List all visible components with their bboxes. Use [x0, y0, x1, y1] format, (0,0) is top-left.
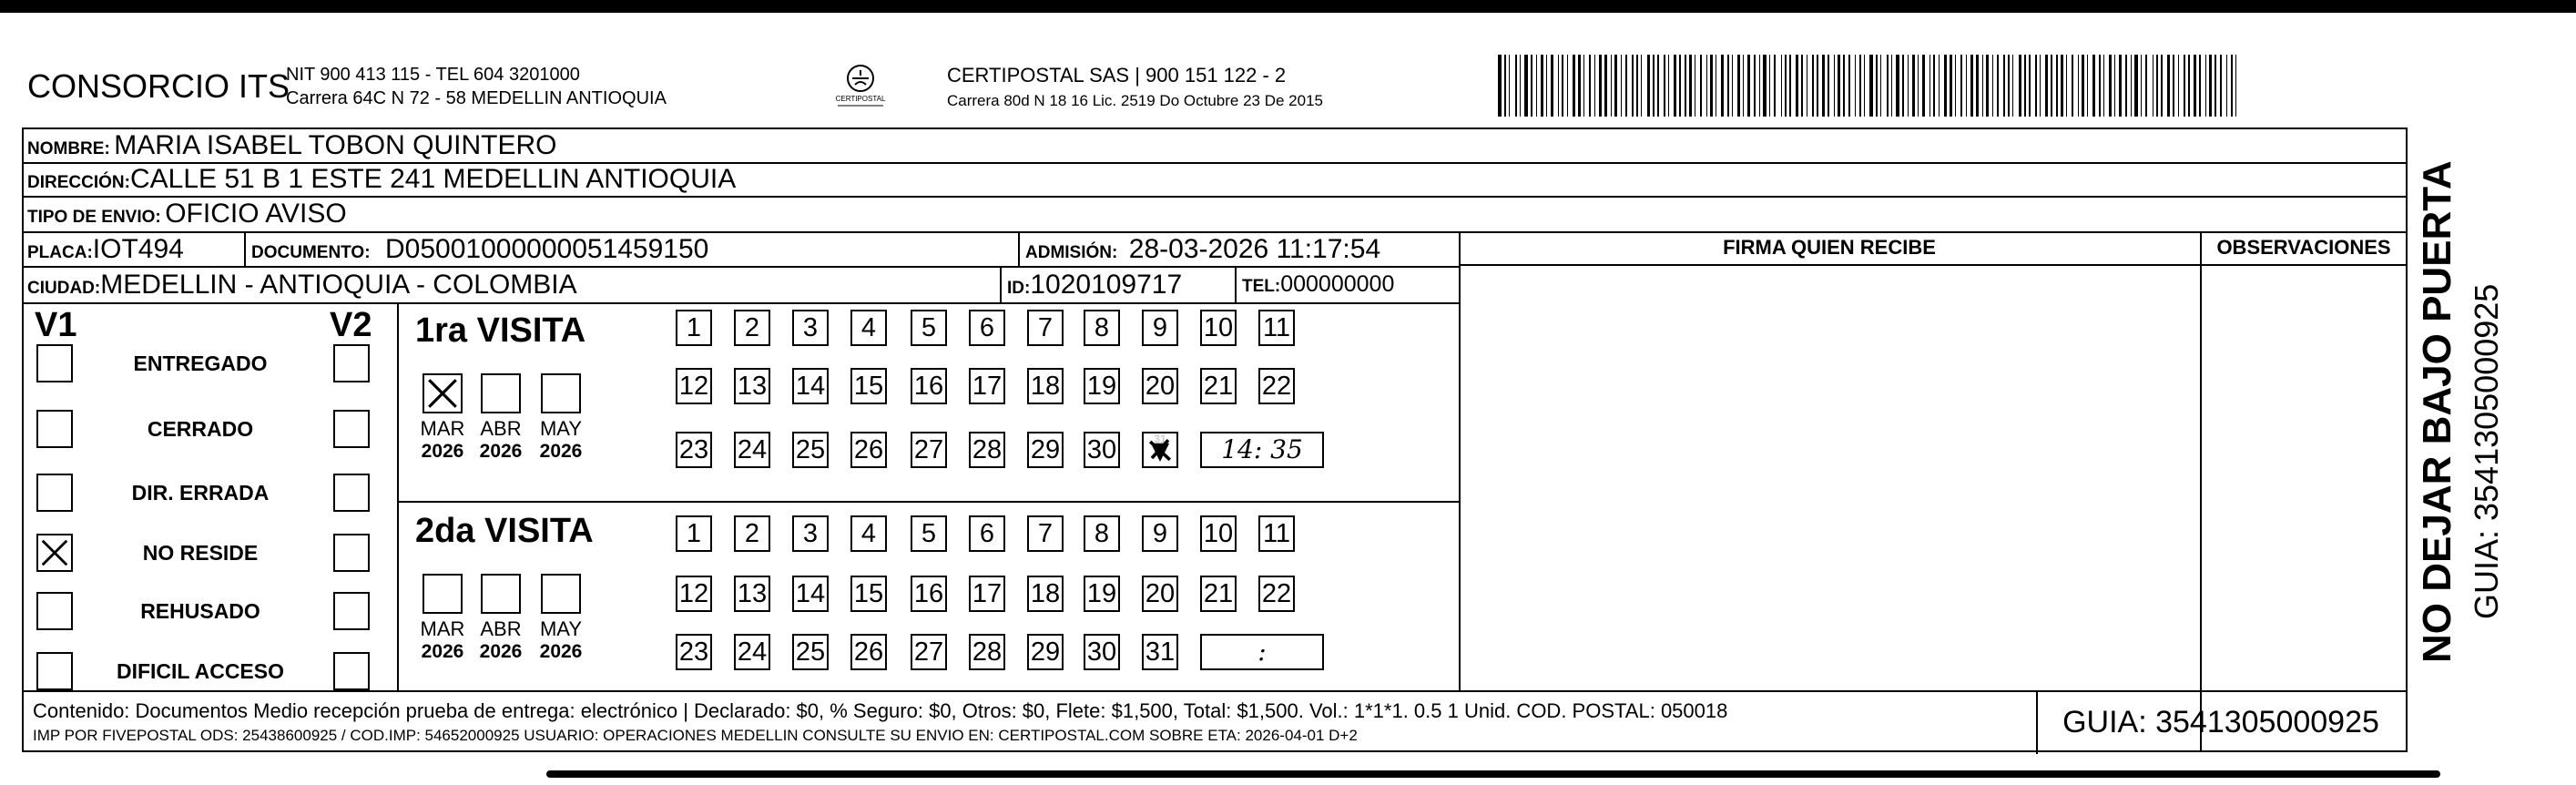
barcode-bar: [2029, 55, 2031, 117]
id-cell: [1007, 267, 1182, 302]
barcode-bar: [1982, 55, 1983, 117]
tel-value: 000000000: [1280, 271, 1395, 297]
barcode-bar: [2051, 55, 2052, 117]
barcode-bar: [2131, 55, 2132, 117]
barcode-bar: [1536, 55, 1537, 117]
carrier-license: Carrera 80d N 18 16 Lic. 2519 Do Octubre 23 De 2015: [947, 92, 1323, 109]
day-box[interactable]: 2: [734, 310, 770, 346]
day-box[interactable]: 11: [1258, 515, 1295, 552]
barcode-bar: [1674, 55, 1676, 117]
barcode-bar: [1743, 55, 1744, 117]
barcode-bar: [1732, 55, 1733, 117]
month-label: [473, 417, 528, 463]
day-box[interactable]: 22: [1258, 576, 1295, 612]
documento-value: D05001000000051459150: [385, 234, 709, 264]
barcode-bar: [1541, 55, 1543, 117]
barcode-bar: [2092, 55, 2095, 117]
day-box[interactable]: 17: [969, 368, 1005, 404]
barcode-bar: [2103, 55, 2104, 117]
day-box[interactable]: 19: [1084, 368, 1120, 404]
day-box[interactable]: 8: [1084, 310, 1120, 346]
barcode-bar: [1859, 55, 1861, 117]
day-box[interactable]: 29: [1027, 432, 1064, 468]
barcode-bar: [2194, 55, 2196, 117]
day-box[interactable]: 12: [676, 368, 712, 404]
barcode-bar: [1583, 55, 1584, 117]
barcode-bar: [1754, 55, 1756, 117]
day-box[interactable]: 20: [1142, 368, 1178, 404]
barcode-bar: [1578, 55, 1581, 117]
day-box[interactable]: 23: [676, 634, 712, 670]
admision-label: ADMISIÓN:: [1025, 243, 1118, 262]
barcode-bar: [1604, 55, 1607, 117]
barcode-bar: [1599, 55, 1602, 117]
barcode-bar: [1504, 55, 1506, 117]
day-box[interactable]: 27: [911, 432, 947, 468]
month-year: 2026: [539, 441, 583, 462]
status-v2-checkbox[interactable]: [333, 534, 370, 572]
barcode-bar: [1763, 55, 1767, 117]
day-box-marked[interactable]: [1142, 432, 1178, 468]
day-box[interactable]: 28: [969, 432, 1005, 468]
barcode-bar: [1912, 55, 1915, 117]
tel-cell: [1242, 267, 1394, 302]
day-box[interactable]: 18: [1027, 576, 1064, 612]
day-box[interactable]: 7: [1027, 310, 1064, 346]
day-box[interactable]: 30: [1084, 432, 1120, 468]
placa-value: IOT494: [92, 234, 184, 264]
id-value: 1020109717: [1030, 270, 1183, 300]
barcode-bar: [2184, 55, 2185, 117]
day-box[interactable]: 10: [1200, 515, 1237, 552]
day-box[interactable]: 13: [734, 576, 770, 612]
barcode-bar: [2019, 55, 2021, 117]
barcode-bar: [1843, 55, 1845, 117]
status-label: REHUSADO: [140, 599, 260, 623]
barcode-bar: [2156, 55, 2158, 117]
day-box[interactable]: 24: [734, 634, 770, 670]
barcode-bar: [1621, 55, 1622, 117]
nombre-value: MARIA ISABEL TOBON QUINTERO: [114, 130, 557, 160]
month-label: [415, 617, 470, 663]
barcode-bar: [1546, 55, 1547, 117]
month-label: [534, 617, 588, 663]
day-box[interactable]: 5: [911, 515, 947, 552]
month-name: MAY: [539, 417, 583, 440]
barcode-bar: [1918, 55, 1919, 117]
day-box[interactable]: 6: [969, 310, 1005, 346]
barcode-bar: [2109, 55, 2112, 117]
barcode-bar: [1785, 55, 1787, 117]
logo-text: CERTIPOSTAL: [835, 95, 886, 103]
barcode-bar: [1727, 55, 1729, 117]
day-box[interactable]: 11: [1258, 310, 1295, 346]
barcode-bar: [2012, 55, 2013, 117]
day-box[interactable]: 1: [676, 515, 712, 552]
barcode-bar: [1944, 55, 1947, 117]
day-box[interactable]: 16: [911, 576, 947, 612]
barcode-bar: [1887, 55, 1889, 117]
carrier-name: CERTIPOSTAL SAS | 900 151 122 - 2: [947, 64, 1287, 87]
side-warning: NO DEJAR BAJO PUERTA: [2415, 160, 2459, 663]
status-label: CERRADO: [147, 417, 254, 441]
day-box[interactable]: 26: [850, 634, 887, 670]
barcode-bar: [2114, 55, 2115, 117]
month-year: 2026: [421, 641, 464, 662]
barcode-bar: [2040, 55, 2041, 117]
barcode-bar: [2035, 55, 2037, 117]
top-edge: [0, 0, 2576, 13]
barcode-bar: [1869, 55, 1873, 117]
barcode-bar: [1801, 55, 1803, 117]
barcode-bar: [1611, 55, 1612, 117]
barcode-bar: [2078, 55, 2079, 117]
day-box[interactable]: 18: [1027, 368, 1064, 404]
v2-heading: V2: [330, 306, 372, 344]
month-label: [473, 617, 528, 663]
status-v1-checkbox[interactable]: [36, 652, 73, 690]
status-v2-checkbox[interactable]: [333, 344, 370, 382]
month-checkbox[interactable]: [423, 373, 463, 413]
month-checkbox[interactable]: [481, 373, 521, 413]
firma-label: FIRMA QUIEN RECIBE: [1723, 236, 1936, 259]
day-box[interactable]: 13: [734, 368, 770, 404]
barcode-bar: [2008, 55, 2010, 117]
barcode-bar: [2188, 55, 2190, 117]
month-name: ABR: [480, 617, 522, 640]
barcode-bar: [1955, 55, 1956, 117]
day-box[interactable]: 24: [734, 432, 770, 468]
status-v1-checkbox[interactable]: [36, 410, 73, 448]
barcode-bar: [1747, 55, 1750, 117]
day-box[interactable]: 9: [1142, 310, 1178, 346]
barcode-bar: [1789, 55, 1791, 117]
barcode-bar: [1864, 55, 1865, 117]
day-box[interactable]: 26: [850, 432, 887, 468]
month-year: 2026: [479, 641, 523, 662]
day-box[interactable]: 21: [1200, 576, 1237, 612]
month-name: MAR: [420, 417, 465, 440]
barcode-bar: [2082, 55, 2084, 117]
barcode-bar: [2205, 55, 2206, 117]
day-box[interactable]: 15: [850, 576, 887, 612]
month-year: 2026: [421, 441, 464, 462]
status-label: DIFICIL ACCESO: [116, 659, 284, 683]
barcode-bar: [2215, 55, 2216, 117]
barcode-bar: [1880, 55, 1881, 117]
v1-heading: V1: [35, 306, 77, 344]
barcode-bar: [1759, 55, 1760, 117]
barcode-bar: [1922, 55, 1925, 117]
barcode-bar: [2209, 55, 2212, 117]
barcode-bar: [1700, 55, 1702, 117]
status-v1-checkbox[interactable]: [36, 592, 73, 630]
status-v2-checkbox[interactable]: [333, 652, 370, 690]
day-box[interactable]: 27: [911, 634, 947, 670]
barcode-bar: [1966, 55, 1967, 117]
footer-imp: IMP POR FIVEPOSTAL ODS: 25438600925 / COD.IMP: 54652000925 USUARIO: OPERACIONES MEDELLIN CONSULTE SU ENVIO EN: CERTIPOSTAL.COM SOBRE ETA: 2026-04-01 D+2: [33, 727, 1358, 744]
barcode-bar: [1822, 55, 1825, 117]
barcode-bar: [2134, 55, 2138, 117]
barcode-bar: [2167, 55, 2170, 117]
barcode-bar: [1706, 55, 1707, 117]
barcode-bar: [2072, 55, 2073, 117]
barcode-bar: [1970, 55, 1973, 117]
barcode-bar: [1828, 55, 1829, 117]
day-box[interactable]: 14: [792, 576, 829, 612]
status-v2-checkbox[interactable]: [333, 474, 370, 512]
footer-content: Contenido: Documentos Medio recepción prueba de entrega: electrónico | Declarado: $0, % Seguro: $0, Otros: $0, Flete: $1,500, Total: $1,500. Vol.: 1*1*1. 0.5 1 Unid. COD. POSTAL: 050018: [33, 699, 1728, 722]
barcode-bar: [1933, 55, 1935, 117]
barcode-bar: [1589, 55, 1591, 117]
ciudad-label: CIUDAD:: [27, 279, 101, 298]
day-box[interactable]: 10: [1200, 310, 1237, 346]
barcode-bar: [1902, 55, 1904, 117]
barcode-bar: [2125, 55, 2127, 117]
day-box[interactable]: 28: [969, 634, 1005, 670]
barcode-bar: [1664, 55, 1665, 117]
barcode-bar: [1647, 55, 1650, 117]
barcode-bar: [1960, 55, 1962, 117]
month-name: MAR: [420, 617, 465, 640]
barcode-bar: [1896, 55, 1899, 117]
id-label: ID:: [1007, 279, 1031, 298]
barcode-bar: [1524, 55, 1528, 117]
placa-cell: [27, 232, 184, 266]
status-label: NO RESIDE: [142, 541, 259, 565]
day-box[interactable]: 21: [1200, 368, 1237, 404]
barcode-bar: [1679, 55, 1681, 117]
barcode-bar: [2087, 55, 2088, 117]
direccion-row: [27, 163, 736, 196]
day-box[interactable]: 16: [911, 368, 947, 404]
barcode-bar: [2045, 55, 2048, 117]
tipo-label: TIPO DE ENVIO:: [27, 208, 161, 227]
tipo-row: [27, 197, 347, 231]
barcode-bar: [1812, 55, 1814, 117]
barcode-bar: [2061, 55, 2063, 117]
delivery-form: [22, 127, 2408, 752]
barcode: [1498, 55, 2245, 117]
admision-cell: [1025, 232, 1380, 266]
day-box[interactable]: 2: [734, 515, 770, 552]
marked-day-value: 31: [1154, 433, 1166, 445]
barcode-bar: [1498, 55, 1502, 117]
barcode-bar: [1509, 55, 1510, 117]
month-label: [415, 417, 470, 463]
month-name: MAY: [539, 617, 583, 640]
visit-title: 2da VISITA: [415, 512, 594, 550]
day-box[interactable]: 25: [792, 432, 829, 468]
barcode-bar: [1769, 55, 1770, 117]
barcode-bar: [1929, 55, 1930, 117]
barcode-bar: [2145, 55, 2147, 117]
barcode-bar: [2220, 55, 2222, 117]
documento-label: DOCUMENTO:: [251, 243, 371, 262]
barcode-bar: [1551, 55, 1553, 117]
day-box[interactable]: 6: [969, 515, 1005, 552]
day-box[interactable]: 23: [676, 432, 712, 468]
day-box[interactable]: 1: [676, 310, 712, 346]
barcode-bar: [1685, 55, 1686, 117]
company-address: Carrera 64C N 72 - 58 MEDELLIN ANTIOQUIA: [286, 88, 667, 108]
day-box[interactable]: 22: [1258, 368, 1295, 404]
nombre-row: [27, 129, 556, 162]
signature-area[interactable]: [1461, 266, 2198, 690]
observations-area[interactable]: [2202, 266, 2406, 690]
direccion-label: DIRECCIÓN:: [27, 173, 130, 192]
company-name: CONSORCIO ITS: [27, 67, 290, 105]
month-year: 2026: [539, 641, 583, 662]
barcode-bar: [2231, 55, 2233, 117]
footer-guia: GUIA: 3541305000925: [2062, 705, 2379, 739]
day-box[interactable]: 31: [1142, 634, 1178, 670]
status-v1-checkbox[interactable]: [36, 534, 73, 572]
day-box[interactable]: 25: [792, 634, 829, 670]
barcode-bar: [1891, 55, 1892, 117]
barcode-bar: [1567, 55, 1568, 117]
barcode-bar: [1781, 55, 1782, 117]
barcode-bar: [1976, 55, 1979, 117]
observaciones-label: OBSERVACIONES: [2216, 236, 2391, 259]
day-box[interactable]: 12: [676, 576, 712, 612]
barcode-bar: [2056, 55, 2058, 117]
day-box[interactable]: 29: [1027, 634, 1064, 670]
barcode-bar: [1855, 55, 1856, 117]
admision-value: 28-03-2026 11:17:54: [1128, 234, 1381, 264]
status-label: DIR. ERRADA: [131, 481, 270, 505]
barcode-bar: [2066, 55, 2067, 117]
tipo-value: OFICIO AVISO: [165, 199, 347, 229]
day-box[interactable]: 4: [850, 515, 887, 552]
day-box[interactable]: 17: [969, 576, 1005, 612]
month-name: ABR: [480, 417, 522, 440]
barcode-bar: [2226, 55, 2227, 117]
barcode-bar: [1558, 55, 1559, 117]
status-v2-checkbox[interactable]: [333, 410, 370, 448]
status-label: ENTREGADO: [133, 352, 268, 375]
month-checkbox[interactable]: [541, 373, 581, 413]
barcode-bar: [1657, 55, 1659, 117]
status-v1-checkbox[interactable]: [36, 344, 73, 382]
ciudad-cell: [27, 267, 577, 302]
day-box[interactable]: 15: [850, 368, 887, 404]
barcode-bar: [1653, 55, 1655, 117]
barcode-bar: [1594, 55, 1595, 117]
barcode-bar: [2173, 55, 2174, 117]
barcode-bar: [1721, 55, 1724, 117]
barcode-bar: [1838, 55, 1840, 117]
barcode-bar: [1636, 55, 1638, 117]
direccion-value: CALLE 51 B 1 ESTE 241 MEDELLIN ANTIOQUIA: [129, 164, 737, 194]
day-box[interactable]: 8: [1084, 515, 1120, 552]
company-nit: NIT 900 413 115 - TEL 604 3201000: [286, 65, 580, 85]
barcode-bar: [2099, 55, 2101, 117]
barcode-bar: [1774, 55, 1776, 117]
barcode-bar: [2141, 55, 2142, 117]
barcode-bar: [2024, 55, 2026, 117]
nombre-label: NOMBRE:: [27, 139, 110, 158]
barcode-bar: [1632, 55, 1634, 117]
day-box[interactable]: 4: [850, 310, 887, 346]
barcode-bar: [1848, 55, 1850, 117]
barcode-bar: [1997, 55, 1999, 117]
barcode-bar: [1641, 55, 1642, 117]
barcode-bar: [2003, 55, 2005, 117]
barcode-bar: [1834, 55, 1835, 117]
side-guia: GUIA: 3541305000925: [2468, 283, 2505, 619]
status-v2-checkbox[interactable]: [333, 592, 370, 630]
barcode-bar: [2199, 55, 2201, 117]
day-box[interactable]: 7: [1027, 515, 1064, 552]
documento-cell: [251, 232, 708, 266]
barcode-bar: [1737, 55, 1740, 117]
barcode-bar: [1614, 55, 1617, 117]
tel-label: TEL:: [1242, 277, 1281, 296]
day-box[interactable]: 19: [1084, 576, 1120, 612]
barcode-bar: [1796, 55, 1798, 117]
barcode-bar: [1710, 55, 1713, 117]
day-box[interactable]: 3: [792, 310, 829, 346]
day-box[interactable]: 14: [792, 368, 829, 404]
certipostal-logo: [829, 60, 892, 113]
barcode-bar: [2178, 55, 2179, 117]
day-box[interactable]: 9: [1142, 515, 1178, 552]
barcode-bar: [1876, 55, 1878, 117]
day-box[interactable]: 5: [911, 310, 947, 346]
day-box[interactable]: 3: [792, 515, 829, 552]
month-year: 2026: [479, 441, 523, 462]
month-label: [534, 417, 588, 463]
barcode-bar: [1668, 55, 1669, 117]
barcode-bar: [1515, 55, 1517, 117]
month-checkbox[interactable]: [481, 574, 521, 614]
scan-shadow: [546, 770, 2440, 778]
barcode-bar: [2235, 55, 2236, 117]
month-checkbox[interactable]: [541, 574, 581, 614]
day-box[interactable]: 20: [1142, 576, 1178, 612]
barcode-bar: [1908, 55, 1909, 117]
barcode-bar: [2119, 55, 2122, 117]
visit-title: 1ra VISITA: [415, 311, 586, 350]
status-v1-checkbox[interactable]: [36, 474, 73, 512]
barcode-bar: [1689, 55, 1692, 117]
barcode-bar: [1520, 55, 1521, 117]
barcode-bar: [1939, 55, 1940, 117]
barcode-bar: [1992, 55, 1993, 117]
barcode-bar: [1986, 55, 1989, 117]
placa-label: PLACA:: [27, 243, 93, 262]
barcode-bar: [1817, 55, 1818, 117]
ciudad-value: MEDELLIN - ANTIOQUIA - COLOMBIA: [100, 270, 577, 300]
barcode-bar: [2161, 55, 2163, 117]
barcode-bar: [1625, 55, 1627, 117]
barcode-bar: [1573, 55, 1575, 117]
barcode-bar: [1950, 55, 1952, 117]
time-field[interactable]: 14: 35: [1200, 432, 1324, 468]
month-checkbox[interactable]: [423, 574, 463, 614]
time-field[interactable]: :: [1200, 634, 1324, 670]
day-box[interactable]: 30: [1084, 634, 1120, 670]
barcode-bar: [1531, 55, 1532, 117]
barcode-bar: [1562, 55, 1563, 117]
